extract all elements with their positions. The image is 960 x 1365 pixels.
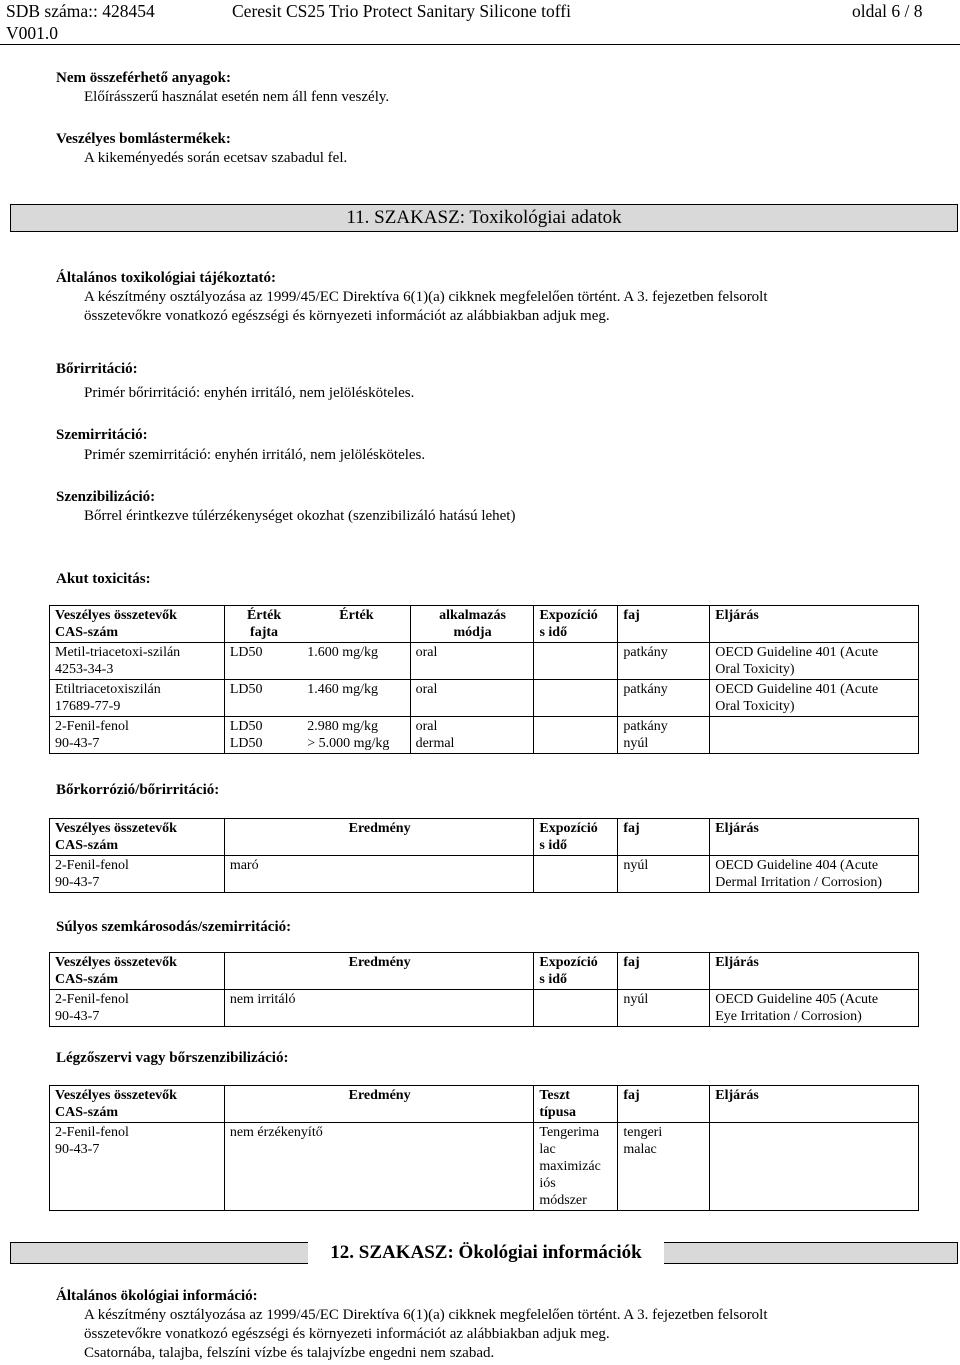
cell: Eye Irritation / Corrosion) bbox=[715, 1009, 862, 1024]
cell: Metil-triacetoxi-szilán bbox=[55, 645, 181, 660]
cell: Dermal Irritation / Corrosion) bbox=[715, 875, 883, 890]
general-tox-line1: A készítmény osztályozása az 1999/45/EC Direktíva 6(1)(a) cikknek megfelelően történt. A 3. fejezetben felsorolt bbox=[84, 289, 768, 305]
table-row bbox=[50, 680, 919, 717]
cell: Tengerima bbox=[539, 1125, 600, 1140]
col-header: módja bbox=[453, 625, 492, 640]
cell: nyúl bbox=[623, 992, 649, 1007]
cell: patkány bbox=[623, 645, 668, 660]
sensitization-text: Bőrrel érintkezve túlérzékenységet okozhat (szenzibilizáló hatású lehet) bbox=[84, 508, 516, 524]
header-rule bbox=[0, 44, 960, 45]
col-header: Érték bbox=[246, 608, 282, 623]
col-header: Veszélyes összetevők bbox=[55, 821, 177, 836]
col-header: Expozíció bbox=[539, 821, 598, 836]
table-header-row bbox=[50, 819, 919, 856]
col-header: s idő bbox=[539, 972, 567, 987]
table-header-row bbox=[50, 1086, 919, 1123]
cell: oral bbox=[415, 645, 438, 660]
cell: 2-Fenil-fenol bbox=[55, 992, 129, 1007]
general-tox-line2: összetevőkre vonatkozó egészségi és környezeti információt az alábbiakban adjuk meg. bbox=[84, 308, 610, 324]
table-header-row bbox=[50, 953, 919, 990]
eco-line3: Csatornába, talajba, felszíni vízbe és talajvízbe engedni nem szabad. bbox=[84, 1345, 495, 1361]
col-header: Eredmény bbox=[348, 1088, 411, 1103]
eco-general-title: Általános ökológiai információ: bbox=[56, 1288, 258, 1304]
cell: LD50 bbox=[229, 682, 263, 697]
col-header: Eredmény bbox=[348, 955, 411, 970]
skin-irritation-text: Primér bőrirritáció: enyhén irritáló, nem jelölésköteles. bbox=[84, 385, 415, 401]
cell: módszer bbox=[539, 1193, 587, 1208]
sensitization-title: Szenzibilizáció: bbox=[56, 489, 156, 505]
col-header: s idő bbox=[539, 838, 567, 853]
cell: LD50 bbox=[229, 719, 263, 734]
cell: 1.460 mg/kg bbox=[307, 682, 379, 697]
general-tox-title: Általános toxikológiai tájékoztató: bbox=[56, 270, 276, 286]
skin-irritation-title: Bőrirritáció: bbox=[56, 361, 138, 377]
cell: Etiltriacetoxiszilán bbox=[55, 682, 161, 697]
cell: oral bbox=[415, 719, 438, 734]
eye-damage-title: Súlyos szemkárosodás/szemirritáció: bbox=[56, 919, 292, 935]
table-row bbox=[50, 990, 919, 1027]
cell: Oral Toxicity) bbox=[715, 699, 795, 714]
incompatible-text: Előírásszerű használat esetén nem áll fenn veszély. bbox=[84, 89, 390, 105]
col-header: fajta bbox=[250, 625, 279, 640]
cell: nyúl bbox=[623, 858, 649, 873]
cell: Oral Toxicity) bbox=[715, 662, 795, 677]
col-header: Érték bbox=[339, 608, 374, 623]
page-number: oldal 6 / 8 bbox=[852, 1, 923, 21]
col-header: CAS-szám bbox=[55, 1105, 118, 1120]
skin-corrosion-title: Bőrkorrózió/bőrirritáció: bbox=[56, 782, 220, 798]
cell: tengeri bbox=[623, 1125, 663, 1140]
table-row bbox=[50, 643, 919, 680]
col-header: alkalmazás bbox=[439, 608, 506, 623]
cell: 90-43-7 bbox=[55, 1142, 100, 1157]
cell: LD50 bbox=[229, 645, 263, 660]
cell: dermal bbox=[415, 736, 455, 751]
cell: 2.980 mg/kg bbox=[307, 719, 379, 734]
cell: patkány bbox=[623, 682, 668, 697]
eye-irritation-title: Szemirritáció: bbox=[56, 427, 148, 443]
cell: nem érzékenyítő bbox=[229, 1125, 323, 1140]
version: V001.0 bbox=[6, 23, 59, 43]
cell: OECD Guideline 401 (Acute bbox=[715, 645, 879, 660]
section-12-title: 12. SZAKASZ: Ökológiai információk bbox=[308, 1240, 664, 1266]
acute-toxicity-table bbox=[49, 605, 919, 754]
cell: LD50 bbox=[229, 736, 263, 751]
col-header: CAS-szám bbox=[55, 972, 118, 987]
table-row bbox=[50, 856, 919, 893]
col-header: faj bbox=[623, 821, 640, 836]
col-header: Eljárás bbox=[715, 821, 759, 836]
cell: nyúl bbox=[623, 736, 649, 751]
col-header: CAS-szám bbox=[55, 625, 118, 640]
resp-sensitization-title: Légzőszervi vagy bőrszenzibilizáció: bbox=[56, 1050, 289, 1066]
cell: OECD Guideline 405 (Acute bbox=[715, 992, 879, 1007]
cell: 2-Fenil-fenol bbox=[55, 719, 129, 734]
col-header: Veszélyes összetevők bbox=[55, 955, 177, 970]
col-header: CAS-szám bbox=[55, 838, 118, 853]
cell: maró bbox=[229, 858, 259, 873]
cell: lac bbox=[539, 1142, 556, 1157]
cell: oral bbox=[415, 682, 438, 697]
product-name: Ceresit CS25 Trio Protect Sanitary Silicone toffi bbox=[232, 1, 571, 21]
col-header: faj bbox=[623, 955, 640, 970]
col-header: Veszélyes összetevők bbox=[55, 1088, 177, 1103]
col-header: Eljárás bbox=[715, 1088, 759, 1103]
col-header: Eredmény bbox=[348, 821, 411, 836]
table-row bbox=[50, 1123, 919, 1211]
col-header: faj bbox=[623, 608, 640, 623]
cell: OECD Guideline 404 (Acute bbox=[715, 858, 879, 873]
acute-toxicity-title: Akut toxicitás: bbox=[56, 571, 151, 587]
cell: 4253-34-3 bbox=[55, 662, 114, 677]
col-header: Expozíció bbox=[539, 608, 598, 623]
cell: 1.600 mg/kg bbox=[307, 645, 379, 660]
resp-sensitization-table bbox=[49, 1085, 919, 1211]
cell: nem irritáló bbox=[229, 992, 296, 1007]
cell: malac bbox=[623, 1142, 657, 1157]
skin-corrosion-table bbox=[49, 818, 919, 893]
eye-damage-table bbox=[49, 952, 919, 1027]
table-header-row bbox=[50, 606, 919, 643]
col-header: s idő bbox=[539, 625, 568, 640]
cell: 90-43-7 bbox=[55, 875, 100, 890]
incompatible-title: Nem összeférhető anyagok: bbox=[56, 70, 231, 86]
decomp-text: A kikeményedés során ecetsav szabadul fel. bbox=[84, 150, 348, 166]
col-header: típusa bbox=[539, 1105, 576, 1120]
cell: 90-43-7 bbox=[55, 1009, 100, 1024]
col-header: Expozíció bbox=[539, 955, 598, 970]
cell: > 5.000 mg/kg bbox=[307, 736, 390, 751]
cell: OECD Guideline 401 (Acute bbox=[715, 682, 879, 697]
col-header: faj bbox=[623, 1088, 640, 1103]
table-row bbox=[50, 717, 919, 754]
cell: iós bbox=[539, 1176, 556, 1191]
cell: patkány bbox=[623, 719, 668, 734]
col-header: Eljárás bbox=[715, 608, 759, 623]
col-header: Veszélyes összetevők bbox=[55, 608, 177, 623]
decomp-title: Veszélyes bomlástermékek: bbox=[56, 131, 231, 147]
col-header: Eljárás bbox=[715, 955, 759, 970]
section-11-band bbox=[10, 204, 958, 232]
cell: maximizác bbox=[539, 1159, 601, 1174]
sdb-number: SDB száma:: 428454 bbox=[6, 1, 155, 21]
section-11-title: 11. SZAKASZ: Toxikológiai adatok bbox=[346, 207, 622, 228]
cell: 2-Fenil-fenol bbox=[55, 1125, 129, 1140]
cell: 2-Fenil-fenol bbox=[55, 858, 129, 873]
eco-line2: összetevőkre vonatkozó egészségi és környezeti információt az alábbiakban adjuk meg. bbox=[84, 1326, 610, 1342]
col-header: Teszt bbox=[539, 1088, 570, 1103]
eye-irritation-text: Primér szemirritáció: enyhén irritáló, nem jelölésköteles. bbox=[84, 447, 426, 463]
cell: 90-43-7 bbox=[55, 736, 100, 751]
eco-line1: A készítmény osztályozása az 1999/45/EC Direktíva 6(1)(a) cikknek megfelelően történt. A 3. fejezetben felsorolt bbox=[84, 1307, 768, 1323]
cell: 17689-77-9 bbox=[55, 699, 121, 714]
